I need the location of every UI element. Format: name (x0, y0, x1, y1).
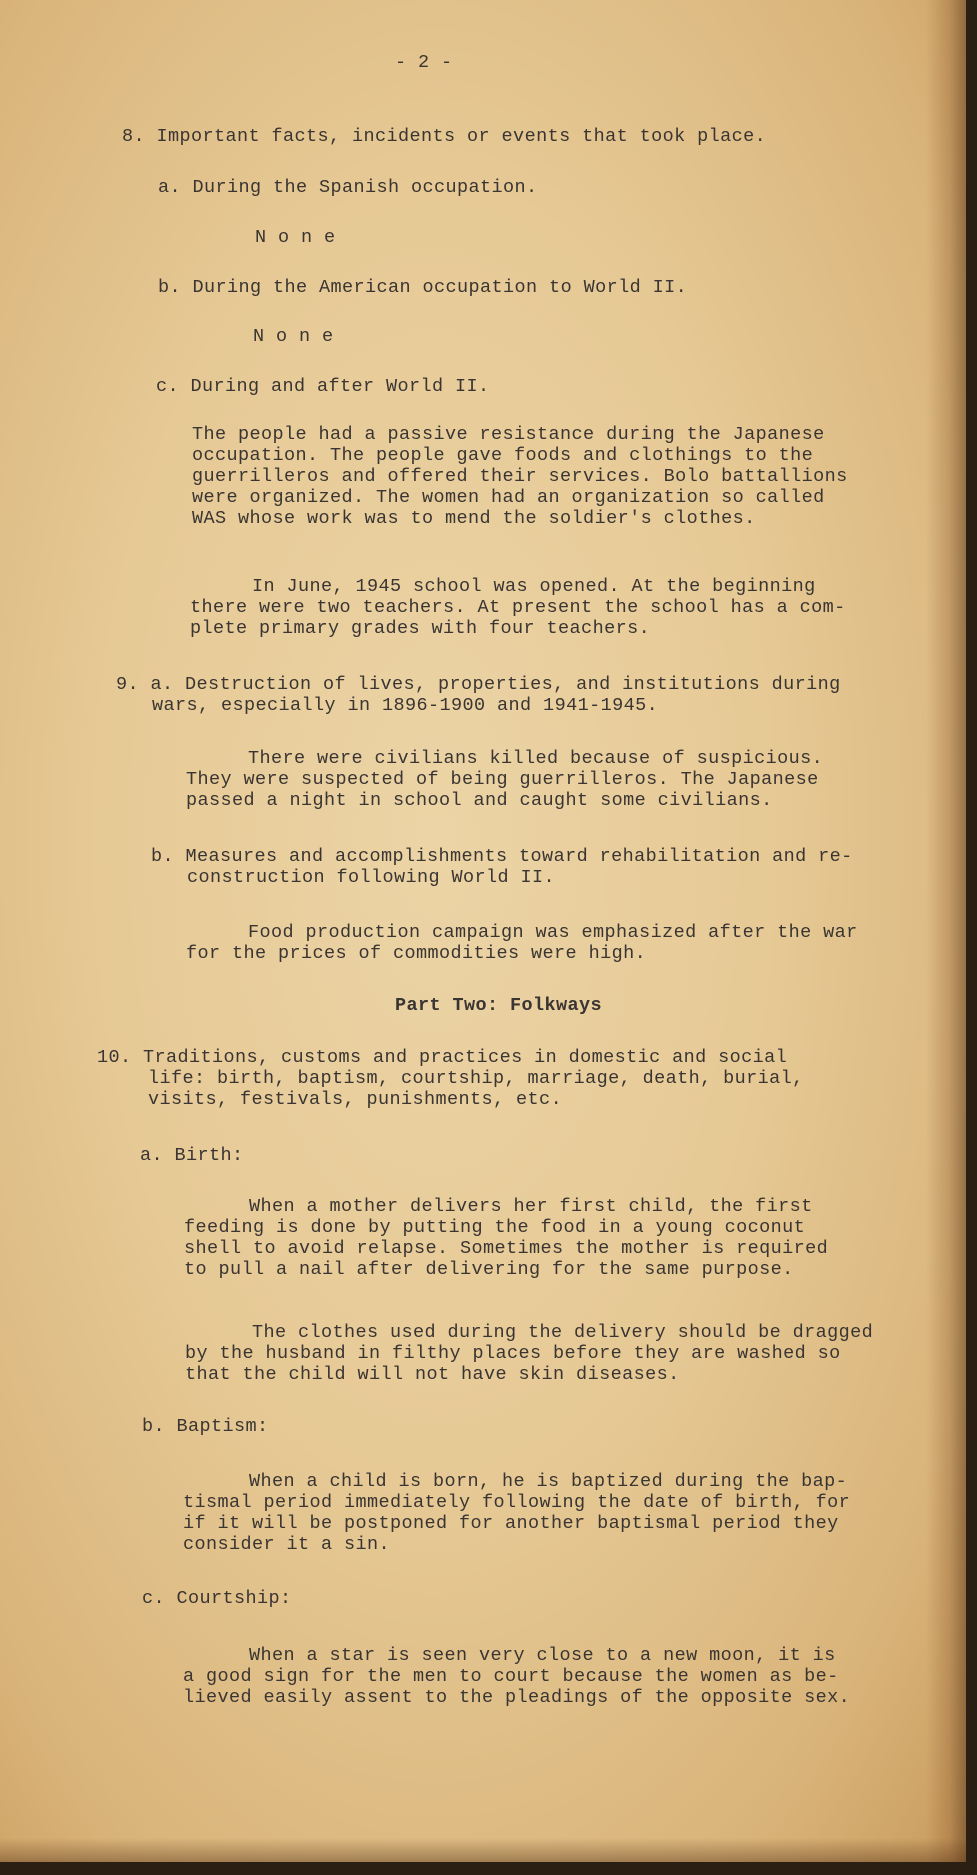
section-9b-heading-line: b. Measures and accomplishments toward rehabilitation and re- (151, 846, 853, 867)
section-8b-label: b. During the American occupation to World II. (158, 277, 688, 298)
section-8c-para2-line: In June, 1945 school was opened. At the beginning (252, 576, 816, 597)
page-bottom-shadow (0, 1838, 966, 1862)
section-8-heading: 8. Important facts, incidents or events that took place. (122, 126, 767, 147)
page-number: - 2 - (395, 52, 453, 73)
section-8c-para2-line: there were two teachers. At present the school has a com- (190, 597, 846, 618)
section-10c-label: c. Courtship: (142, 1588, 292, 1609)
section-9a-heading-line: 9. a. Destruction of lives, properties, and institutions during (116, 674, 841, 695)
section-8c-para1-line: were organized. The women had an organization so called (192, 487, 825, 508)
section-8c-para1-line: occupation. The people gave foods and clothings to the (192, 445, 814, 466)
section-9b-para-line: Food production campaign was emphasized after the war (248, 922, 858, 943)
section-10b-label: b. Baptism: (142, 1416, 269, 1437)
section-8c-para1-line: The people had a passive resistance during the Japanese (192, 424, 825, 445)
section-9a-para-line: They were suspected of being guerrilleros. The Japanese (186, 769, 819, 790)
section-9a-para-line: passed a night in school and caught some civilians. (186, 790, 773, 811)
section-8a-answer: N o n e (255, 227, 336, 248)
section-8c-para1-line: guerrilleros and offered their services. Bolo battallions (192, 466, 848, 487)
section-10c-para-line: lieved easily assent to the pleadings of the opposite sex. (183, 1687, 851, 1708)
section-10a-para1-line: feeding is done by putting the food in a young coconut (184, 1217, 806, 1238)
section-10c-para-line: a good sign for the men to court because the women as be- (183, 1666, 839, 1687)
section-10a-para1-line: shell to avoid relapse. Sometimes the mother is required (184, 1238, 829, 1259)
section-10a-para1-line: When a mother delivers her first child, the first (249, 1196, 813, 1217)
section-10b-para-line: consider it a sin. (183, 1534, 391, 1555)
section-10a-label: a. Birth: (140, 1145, 244, 1166)
part-two-heading: Part Two: Folkways (395, 995, 603, 1016)
section-10b-para-line: tismal period immediately following the date of birth, for (183, 1492, 851, 1513)
section-8b-answer: N o n e (253, 326, 334, 347)
section-10-heading-line: visits, festivals, punishments, etc. (148, 1089, 563, 1110)
section-10b-para-line: When a child is born, he is baptized during the bap- (249, 1471, 848, 1492)
section-9b-para-line: for the prices of commodities were high. (186, 943, 647, 964)
section-10a-para2-line: The clothes used during the delivery should be dragged (252, 1322, 874, 1343)
section-8c-para2-line: plete primary grades with four teachers. (190, 618, 651, 639)
section-10a-para2-line: that the child will not have skin diseases. (185, 1364, 680, 1385)
section-10-heading-line: 10. Traditions, customs and practices in domestic and social (97, 1047, 788, 1068)
section-10-heading-line: life: birth, baptism, courtship, marriage, death, burial, (148, 1068, 804, 1089)
section-9b-heading-line: construction following World II. (187, 867, 556, 888)
section-8c-para1-line: WAS whose work was to mend the soldier's clothes. (192, 508, 756, 529)
page-edge-shadow (926, 0, 966, 1862)
section-10c-para-line: When a star is seen very close to a new moon, it is (249, 1645, 836, 1666)
section-9a-heading-line: wars, especially in 1896-1900 and 1941-1945. (152, 695, 659, 716)
section-10a-para1-line: to pull a nail after delivering for the same purpose. (184, 1259, 794, 1280)
section-10b-para-line: if it will be postponed for another baptismal period they (183, 1513, 839, 1534)
section-8a-label: a. During the Spanish occupation. (158, 177, 538, 198)
section-10a-para2-line: by the husband in filthy places before they are washed so (185, 1343, 841, 1364)
section-8c-label: c. During and after World II. (156, 376, 490, 397)
section-9a-para-line: There were civilians killed because of suspicious. (248, 748, 824, 769)
